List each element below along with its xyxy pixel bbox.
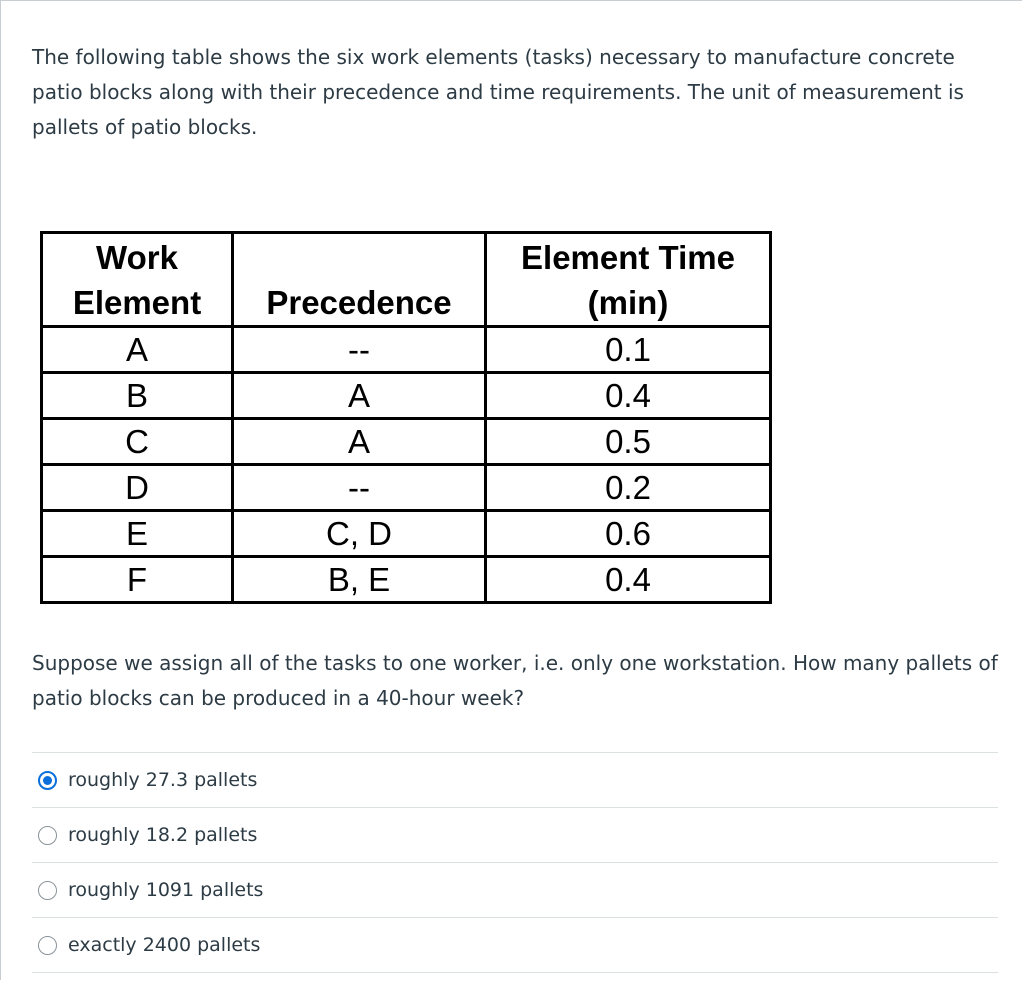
question-prompt: Suppose we assign all of the tasks to one worker, i.e. only one workstation. How many pallets of patio blocks can be produced in a 40-hour week? (32, 651, 998, 710)
table-row (42, 557, 771, 603)
answer-label: roughly 1091 pallets (68, 879, 264, 901)
header-element-time: Element Time (min) (486, 233, 771, 327)
answer-label: exactly 2400 pallets (68, 934, 261, 956)
radio-selected-icon[interactable] (38, 771, 57, 790)
table-row (42, 419, 771, 465)
cell-precedence: A (233, 419, 486, 465)
radio-empty-icon[interactable] (38, 826, 57, 845)
cell-element: D (42, 465, 233, 511)
cell-precedence: C, D (233, 511, 486, 557)
header-precedence: Precedence (233, 233, 486, 327)
cell-time: 0.4 (486, 557, 771, 603)
cell-element: B (42, 373, 233, 419)
work-elements-table (40, 231, 772, 604)
answer-list (32, 752, 998, 973)
answer-label: roughly 18.2 pallets (68, 824, 258, 846)
radio-empty-icon[interactable] (38, 936, 57, 955)
answer-option[interactable] (32, 753, 998, 808)
cell-time: 0.6 (486, 511, 771, 557)
table-row (42, 465, 771, 511)
table-row (42, 373, 771, 419)
answer-option[interactable] (32, 808, 998, 863)
question-intro: The following table shows the six work elements (tasks) necessary to manufacture concrete patio blocks along with their precedence and time requirements. The unit of measurement is pallets of patio blocks. (32, 45, 964, 139)
cell-element: F (42, 557, 233, 603)
table-row (42, 511, 771, 557)
answer-option[interactable] (32, 918, 998, 973)
header-work-element: Work Element (42, 233, 233, 327)
cell-time: 0.2 (486, 465, 771, 511)
cell-time: 0.4 (486, 373, 771, 419)
cell-precedence: A (233, 373, 486, 419)
radio-empty-icon[interactable] (38, 881, 57, 900)
table-row (42, 327, 771, 373)
cell-element: E (42, 511, 233, 557)
table-header-row (42, 233, 771, 327)
answer-label: roughly 27.3 pallets (68, 769, 258, 791)
cell-precedence: -- (233, 465, 486, 511)
cell-time: 0.5 (486, 419, 771, 465)
cell-precedence: -- (233, 327, 486, 373)
answer-option[interactable] (32, 863, 998, 918)
cell-precedence: B, E (233, 557, 486, 603)
cell-element: A (42, 327, 233, 373)
cell-element: C (42, 419, 233, 465)
cell-time: 0.1 (486, 327, 771, 373)
